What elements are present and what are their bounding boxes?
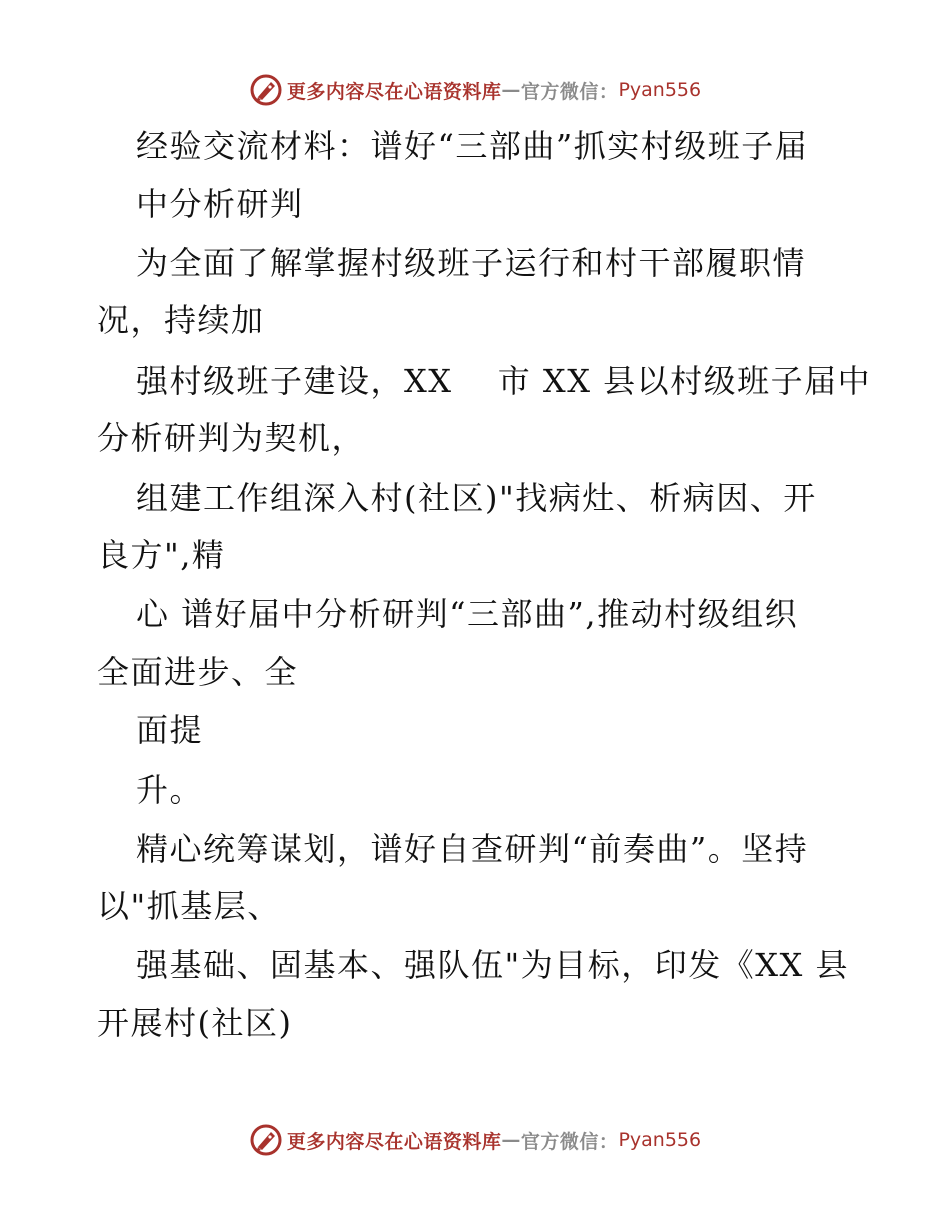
header-watermark — [0, 70, 950, 110]
watermark-handle: Pyan556 — [618, 1129, 702, 1151]
doc-line: 以"抓基层、 — [97, 887, 281, 925]
doc-line: 开展村(社区) — [97, 1004, 293, 1042]
doc-line: 强村级班子建设，XX 市 XX 县以村级班子届中 — [136, 362, 872, 400]
doc-line: 为全面了解掌握村级班子运行和村干部履职情 — [136, 244, 807, 282]
doc-line: 组建工作组深入村(社区)"找病灶、析病因、开 — [136, 479, 817, 517]
watermark-handle: Pyan556 — [618, 79, 702, 101]
doc-line: 中分析研判 — [136, 185, 304, 223]
doc-line: 精心统筹谋划，谱好自查研判“前奏曲”。坚持 — [136, 830, 809, 868]
doc-line: 升。 — [136, 771, 204, 809]
watermark-brand-text: 更多内容尽在心语资料库 — [286, 80, 502, 103]
doc-line: 良方",精 — [97, 536, 226, 574]
doc-line: 面提 — [136, 711, 204, 749]
watermark-wechat-label: 官方微信： — [520, 80, 619, 103]
pen-nib-seal-icon — [249, 1123, 283, 1157]
watermark-dash: — — [501, 1129, 521, 1151]
footer-watermark — [0, 1120, 950, 1160]
watermark-dash: — — [501, 79, 521, 101]
doc-line: 分析研判为契机， — [97, 419, 366, 457]
doc-line: 况，持续加 — [97, 301, 265, 339]
doc-line: 经验交流材料：谱好“三部曲”抓实村级班子届 — [136, 127, 809, 165]
pen-nib-seal-icon — [249, 73, 283, 107]
watermark-wechat-label: 官方微信： — [520, 1130, 619, 1153]
doc-line: 强基础、固基本、强队伍"为目标，印发《XX 县 — [136, 946, 849, 984]
doc-line: 心 谱好届中分析研判“三部曲”,推动村级组织 — [136, 595, 799, 633]
watermark-brand-text: 更多内容尽在心语资料库 — [286, 1130, 502, 1153]
doc-line: 全面进步、全 — [97, 653, 299, 691]
